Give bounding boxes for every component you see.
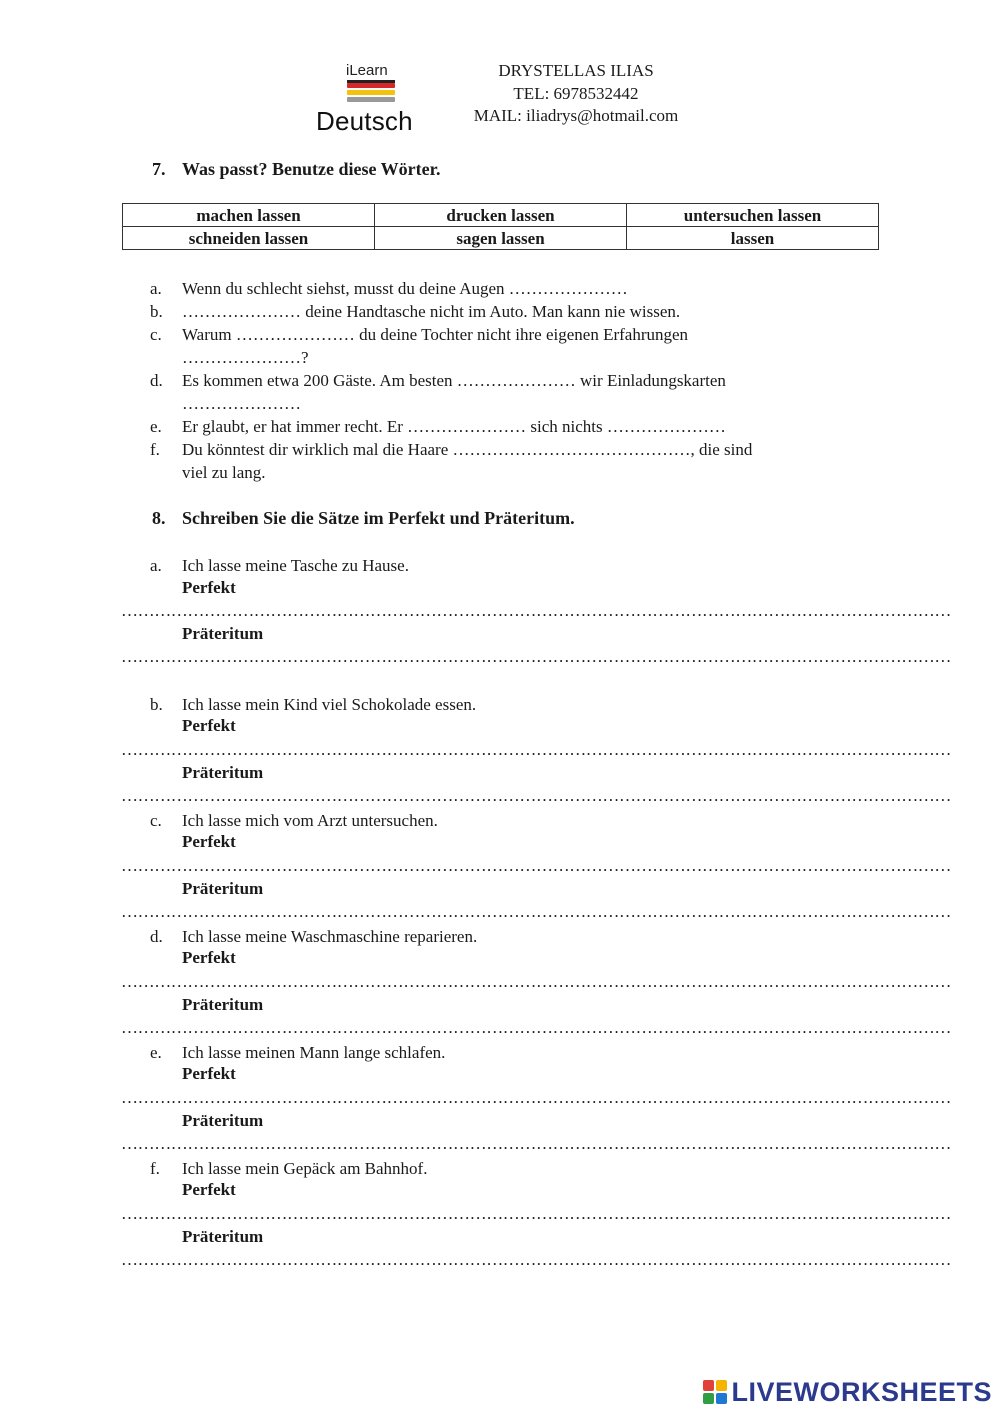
- exercise-7-item: [150, 438, 752, 461]
- perfekt-answer-line[interactable]: ……………………………………………………………………………………………………………………………………: [121, 740, 952, 759]
- praeteritum-label: Präteritum: [182, 995, 264, 1014]
- praeteritum-answer-line[interactable]: ……………………………………………………………………………………………………………………………………: [121, 647, 952, 666]
- item-text: Es kommen etwa 200 Gäste. Am besten ………………… wir Einladungskarten: [182, 371, 726, 390]
- praeteritum-answer-line[interactable]: ……………………………………………………………………………………………………………………………………: [121, 786, 952, 805]
- item-letter: d.: [150, 927, 163, 946]
- praeteritum-answer-line[interactable]: ……………………………………………………………………………………………………………………………………: [121, 1018, 952, 1037]
- item-letter: c.: [150, 811, 162, 830]
- exercise-7-heading: [152, 159, 441, 180]
- contact-block: [440, 60, 712, 128]
- perfekt-label: Perfekt: [182, 832, 236, 851]
- book-stripe: [347, 90, 395, 95]
- item-letter: e.: [150, 1043, 162, 1062]
- word-bank-cell: untersuchen lassen: [627, 204, 879, 227]
- praeteritum-label: Präteritum: [182, 1111, 264, 1130]
- books-icon: [347, 80, 395, 104]
- ilearn-deutsch-logo: [314, 62, 428, 140]
- item-letter: b.: [150, 695, 163, 714]
- word-bank-cell: machen lassen: [123, 204, 375, 227]
- exercise-8-item: [150, 693, 476, 716]
- item-letter: b.: [150, 302, 163, 321]
- author-email: MAIL: iliadrys@hotmail.com: [473, 106, 679, 125]
- grid-square: [716, 1393, 727, 1404]
- perfekt-label: Perfekt: [182, 578, 236, 597]
- item-text: ………………… deine Handtasche nicht im Auto. Man kann nie wissen.: [182, 302, 681, 321]
- logo-bottom-text: Deutsch: [316, 106, 413, 136]
- perfekt-label: Perfekt: [182, 1180, 236, 1199]
- exercise-8-item: [150, 1157, 427, 1180]
- item-text-continued: …………………?: [182, 348, 309, 367]
- exercise-number: 7.: [152, 159, 166, 179]
- item-text: Warum ………………… du deine Tochter nicht ihre eigenen Erfahrungen: [182, 325, 689, 344]
- item-text-continued: …………………: [182, 394, 301, 413]
- exercise-7-item: [150, 300, 680, 323]
- item-letter: f.: [150, 1159, 160, 1178]
- perfekt-answer-line[interactable]: ……………………………………………………………………………………………………………………………………: [121, 1204, 952, 1223]
- item-letter: d.: [150, 371, 163, 390]
- praeteritum-answer-line[interactable]: ……………………………………………………………………………………………………………………………………: [121, 902, 952, 921]
- book-stripe: [347, 97, 395, 102]
- exercise-8-item: [150, 554, 409, 577]
- book-stripe: [347, 83, 395, 88]
- item-letter: e.: [150, 417, 162, 436]
- perfekt-answer-line[interactable]: ……………………………………………………………………………………………………………………………………: [121, 1088, 952, 1107]
- exercise-title: Was passt? Benutze diese Wörter.: [182, 159, 441, 179]
- item-sentence: Ich lasse mein Kind viel Schokolade essen.: [182, 695, 477, 714]
- exercise-7-item: [150, 323, 688, 346]
- grid-square: [716, 1380, 727, 1391]
- word-bank-cell: sagen lassen: [375, 227, 627, 250]
- item-letter: f.: [150, 440, 160, 459]
- grid-square: [703, 1393, 714, 1404]
- liveworksheets-brand-text: LIVEWORKSHEETS: [731, 1376, 992, 1407]
- exercise-8-item: [150, 1041, 445, 1064]
- perfekt-label: Perfekt: [182, 1064, 236, 1083]
- item-letter: a.: [150, 279, 162, 298]
- word-bank-row: [123, 204, 879, 227]
- praeteritum-label: Präteritum: [182, 763, 264, 782]
- perfekt-answer-line[interactable]: ……………………………………………………………………………………………………………………………………: [121, 601, 952, 620]
- liveworksheets-grid-icon: [703, 1380, 727, 1404]
- exercise-7-item: [150, 277, 628, 300]
- word-bank-table: [122, 203, 879, 250]
- exercise-7-item: [150, 415, 726, 438]
- item-sentence: Ich lasse meine Tasche zu Hause.: [182, 556, 409, 575]
- grid-square: [703, 1380, 714, 1391]
- liveworksheets-logo[interactable]: [703, 1377, 992, 1407]
- item-text: Er glaubt, er hat immer recht. Er ………………… sich nichts …………………: [182, 417, 726, 436]
- item-sentence: Ich lasse mein Gepäck am Bahnhof.: [182, 1159, 428, 1178]
- perfekt-answer-line[interactable]: ……………………………………………………………………………………………………………………………………: [121, 856, 952, 875]
- item-sentence: Ich lasse meine Waschmaschine reparieren.: [182, 927, 478, 946]
- exercise-7-item: [150, 369, 726, 392]
- item-text: Wenn du schlecht siehst, musst du deine Augen …………………: [182, 279, 628, 298]
- word-bank-row: [123, 227, 879, 250]
- item-sentence: Ich lasse mich vom Arzt untersuchen.: [182, 811, 438, 830]
- praeteritum-label: Präteritum: [182, 879, 264, 898]
- perfekt-label: Perfekt: [182, 716, 236, 735]
- item-letter: c.: [150, 325, 162, 344]
- praeteritum-answer-line[interactable]: ……………………………………………………………………………………………………………………………………: [121, 1250, 952, 1269]
- item-sentence: Ich lasse meinen Mann lange schlafen.: [182, 1043, 446, 1062]
- exercise-8-heading: [152, 508, 575, 529]
- exercise-8-item: [150, 809, 438, 832]
- perfekt-label: Perfekt: [182, 948, 236, 967]
- word-bank-cell: lassen: [627, 227, 879, 250]
- word-bank-cell: schneiden lassen: [123, 227, 375, 250]
- logo-top-text: iLearn: [346, 62, 388, 79]
- item-text: Du könntest dir wirklich mal die Haare ……………………………………, die sind: [182, 440, 753, 459]
- exercise-8-item: [150, 925, 477, 948]
- item-text-continued: viel zu lang.: [182, 463, 266, 482]
- exercise-title: Schreiben Sie die Sätze im Perfekt und Präteritum.: [182, 508, 575, 528]
- item-letter: a.: [150, 556, 162, 575]
- praeteritum-label: Präteritum: [182, 1227, 264, 1246]
- praeteritum-label: Präteritum: [182, 624, 264, 643]
- exercise-number: 8.: [152, 508, 166, 528]
- author-phone: TEL: 6978532442: [513, 83, 639, 103]
- perfekt-answer-line[interactable]: ……………………………………………………………………………………………………………………………………: [121, 972, 952, 991]
- praeteritum-answer-line[interactable]: ……………………………………………………………………………………………………………………………………: [121, 1134, 952, 1153]
- word-bank-cell: drucken lassen: [375, 204, 627, 227]
- author-name: DRYSTELLAS ILIAS: [498, 61, 654, 80]
